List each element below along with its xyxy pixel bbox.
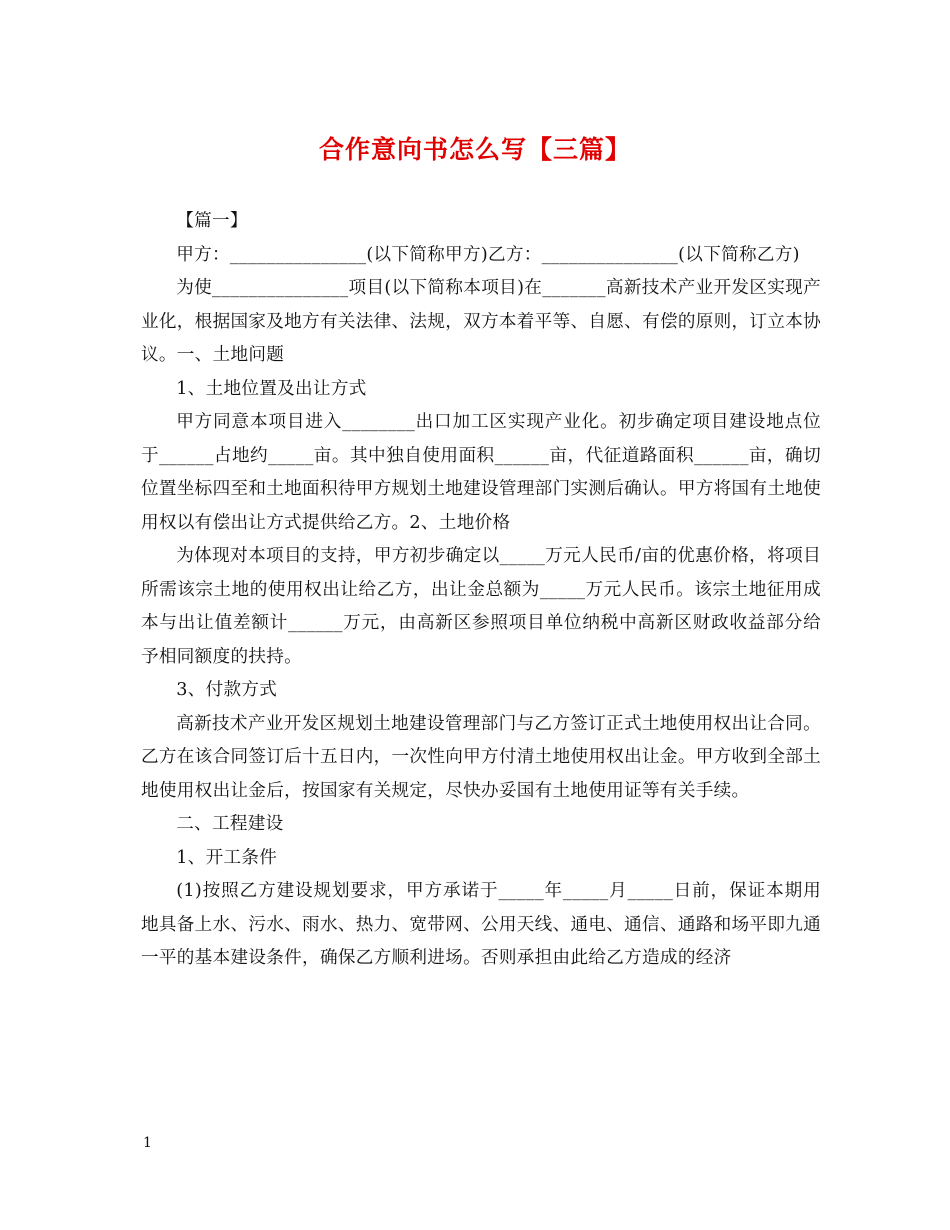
- paragraph: 高新技术产业开发区规划土地建设管理部门与乙方签订正式土地使用权出让合同。乙方在该合同签订后十五日内，一次性向甲方付清土地使用权出让金。甲方收到全部土地使用权出让金后，按国家有关规定，尽快办妥国有土地使用证等有关手续。: [141, 713, 821, 801]
- paragraph: 为使_______________项目(以下简称本项目)在_______高新技术产业开发区实现产业化，根据国家及地方有关法律、法规，双方本着平等、自愿、有偿的原则，订立本协议。一、土地问题: [141, 278, 821, 365]
- paragraph: 1、土地位置及出让方式: [176, 378, 367, 399]
- page-number: 1: [143, 1135, 152, 1151]
- section-heading: 【篇一】: [176, 211, 248, 231]
- paragraph: 甲方同意本项目进入________出口加工区实现产业化。初步确定项目建设地点位于______占地约_____亩。其中独自使用面积______亩，代征道路面积______亩，确切位置坐标四至和土地面积待甲方规划土地建设管理部门实测后确认。甲方将国有土地使用权以有偿出让方式提供给乙方。2、土地价格: [141, 412, 821, 533]
- paragraph: 1、开工条件: [176, 847, 278, 868]
- paragraph: 甲方：_______________(以下简称甲方)乙方：_______________(以下简称乙方): [176, 244, 800, 265]
- paragraph: 3、付款方式: [176, 680, 278, 700]
- paragraph: 二、工程建设: [176, 814, 284, 834]
- paragraph: 为体现对本项目的支持，甲方初步确定以_____万元人民币/亩的优惠价格，将项目所需该宗土地的使用权出让给乙方，出让金总额为_____万元人民币。该宗土地征用成本与出让值差额计______万元，由高新区参照项目单位纳税中高新区财政收益部分给予相同额度的扶持。: [141, 546, 821, 667]
- document-title: 合作意向书怎么写【三篇】: [318, 135, 631, 164]
- paragraph: (1)按照乙方建设规划要求，甲方承诺于_____年_____月_____日前，保证本期用地具备上水、污水、雨水、热力、宽带网、公用天线、通电、通信、通路和场平即九通一平的基本建设条件，确保乙方顺利进场。否则承担由此给乙方造成的经济: [141, 881, 821, 968]
- document-body: [141, 205, 821, 976]
